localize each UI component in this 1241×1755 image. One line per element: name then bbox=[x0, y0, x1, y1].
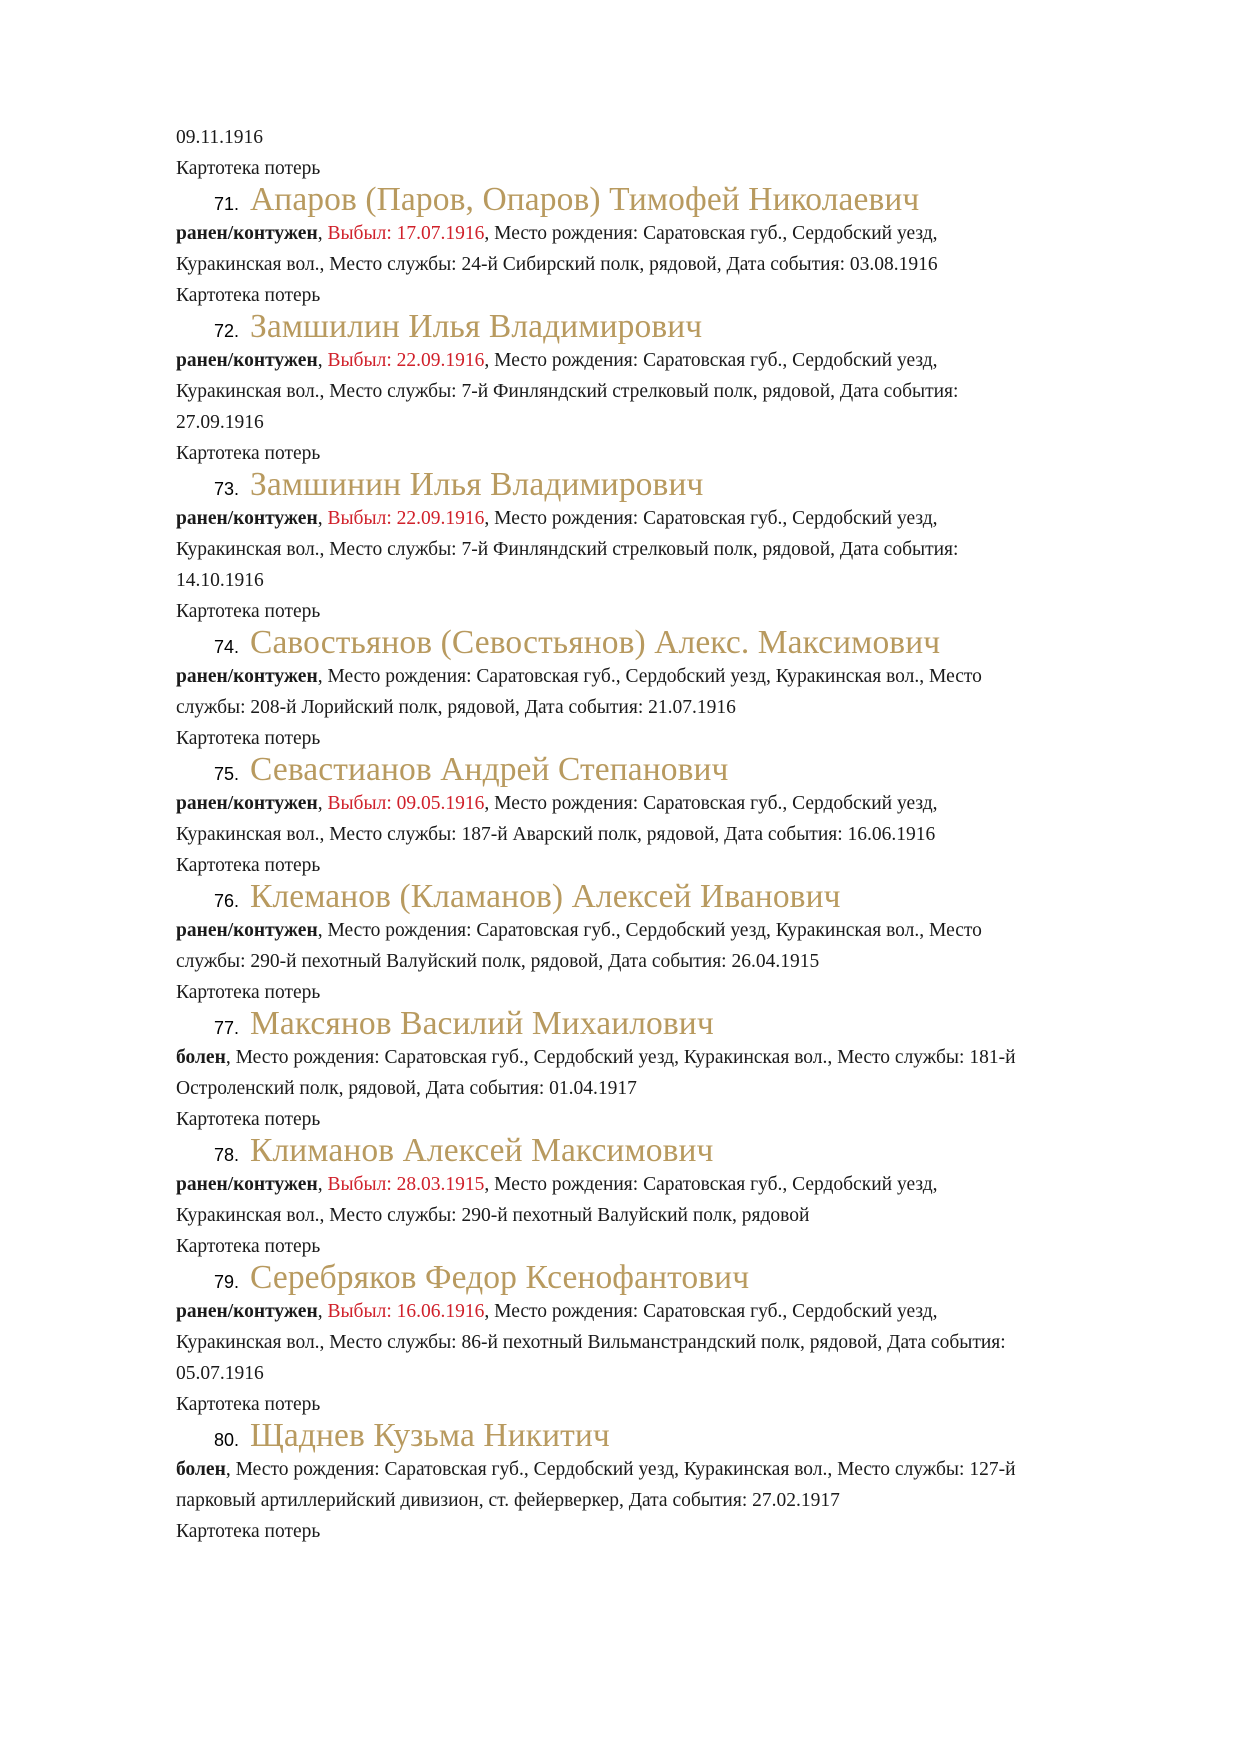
entry-dropout-date: Выбыл: 09.05.1916 bbox=[327, 793, 485, 814]
entry-heading bbox=[176, 751, 1136, 788]
entry-heading bbox=[176, 1005, 1136, 1042]
entry-status: ранен/контужен bbox=[176, 666, 318, 687]
entry-status: ранен/контужен bbox=[176, 508, 318, 529]
entry-name: Замшинин Илья Владимирович bbox=[250, 466, 704, 503]
entry-dropout-date: Выбыл: 16.06.1916 bbox=[327, 1301, 485, 1322]
document-page bbox=[176, 122, 1136, 1547]
entry-source: Картотека потерь bbox=[176, 1109, 321, 1130]
entry-detail-line: Куракинская вол., Место службы: 7-й Финляндский стрелковый полк, рядовой, Дата события: bbox=[176, 381, 959, 402]
entry-heading bbox=[176, 1417, 1136, 1454]
list-item bbox=[176, 308, 1136, 469]
entry-detail-line: Куракинская вол., Место службы: 187-й Аварский полк, рядовой, Дата события: 16.06.1916 bbox=[176, 824, 936, 845]
entry-detail-text: , Место рождения: Саратовская губ., Сердобский уезд, Куракинская вол., Место bbox=[317, 920, 982, 941]
entry-detail-text: , Место рождения: Саратовская губ., Сердобский уезд, Куракинская вол., Место службы: 127-й bbox=[225, 1459, 1016, 1480]
entry-number: 71. bbox=[214, 194, 240, 214]
entry-detail-text: , Место рождения: Саратовская губ., Сердобский уезд, Куракинская вол., Место bbox=[317, 666, 982, 687]
entry-status: ранен/контужен bbox=[176, 1301, 318, 1322]
entry-name: Климанов Алексей Максимович bbox=[250, 1132, 714, 1169]
entry-detail-text: , Место рождения: Саратовская губ., Сердобский уезд, bbox=[484, 1174, 938, 1195]
list-item bbox=[176, 624, 1136, 754]
entry-detail-line: 14.10.1916 bbox=[176, 570, 264, 591]
entry-detail: ранен/контужен, Выбыл: 22.09.1916, Место рождения: Саратовская губ., Сердобский уезд, bbox=[176, 350, 938, 371]
entry-number: 76. bbox=[214, 891, 240, 911]
entry-detail-line: Куракинская вол., Место службы: 7-й Финляндский стрелковый полк, рядовой, Дата события: bbox=[176, 539, 959, 560]
entry-detail bbox=[176, 1454, 1136, 1485]
entry-detail-text: , Место рождения: Саратовская губ., Сердобский уезд, bbox=[484, 1301, 938, 1322]
entry-source: Картотека потерь bbox=[176, 443, 321, 464]
entry-dropout-date: Выбыл: 22.09.1916 bbox=[327, 350, 485, 371]
entry-detail: ранен/контужен, Выбыл: 22.09.1916, Место рождения: Саратовская губ., Сердобский уезд, bbox=[176, 508, 938, 529]
entry-detail-line: парковый артиллерийский дивизион, ст. фейерверкер, Дата события: 27.02.1917 bbox=[176, 1490, 840, 1511]
entry-detail-line: Куракинская вол., Место службы: 86-й пехотный Вильманстрандский полк, рядовой, Дата события: bbox=[176, 1332, 1006, 1353]
entry-dropout-date: Выбыл: 22.09.1916 bbox=[327, 508, 485, 529]
entry-name: Апаров (Паров, Опаров) Тимофей Николаевич bbox=[250, 181, 920, 218]
list-item bbox=[176, 181, 1136, 311]
entry-number: 73. bbox=[214, 479, 240, 499]
entry-source: Картотека потерь bbox=[176, 728, 321, 749]
entry-heading bbox=[176, 466, 1136, 503]
entry-number: 79. bbox=[214, 1272, 240, 1292]
list-item bbox=[176, 1417, 1136, 1547]
entry-source: Картотека потерь bbox=[176, 1394, 321, 1415]
entry-heading bbox=[176, 308, 1136, 345]
entry-detail-text: , Место рождения: Саратовская губ., Сердобский уезд, bbox=[484, 223, 938, 244]
entry-number: 72. bbox=[214, 321, 240, 341]
intro-source: Картотека потерь bbox=[176, 158, 321, 179]
list-item bbox=[176, 1259, 1136, 1420]
entry-detail-line: службы: 290-й пехотный Валуйский полк, рядовой, Дата события: 26.04.1915 bbox=[176, 951, 820, 972]
entry-detail-text: , Место рождения: Саратовская губ., Сердобский уезд, Куракинская вол., Место службы: 181-й bbox=[225, 1047, 1016, 1068]
entry-dropout-date: Выбыл: 28.03.1915 bbox=[327, 1174, 485, 1195]
entry-number: 77. bbox=[214, 1018, 240, 1038]
entry-source: Картотека потерь bbox=[176, 855, 321, 876]
entry-detail bbox=[176, 661, 1136, 692]
entry-detail-text: , Место рождения: Саратовская губ., Сердобский уезд, bbox=[484, 508, 938, 529]
list-item bbox=[176, 751, 1136, 881]
entry-detail-line: Куракинская вол., Место службы: 24-й Сибирский полк, рядовой, Дата события: 03.08.1916 bbox=[176, 254, 938, 275]
entry-source: Картотека потерь bbox=[176, 601, 321, 622]
entry-name: Севастианов Андрей Степанович bbox=[250, 751, 729, 788]
entry-detail: ранен/контужен, Выбыл: 16.06.1916, Место рождения: Саратовская губ., Сердобский уезд, bbox=[176, 1301, 938, 1322]
entry-status: ранен/контужен bbox=[176, 793, 318, 814]
entry-heading bbox=[176, 624, 1136, 661]
entry-status: ранен/контужен bbox=[176, 350, 318, 371]
entry-name: Серебряков Федор Ксенофантович bbox=[250, 1259, 750, 1296]
entry-detail bbox=[176, 915, 1136, 946]
entry-detail bbox=[176, 1042, 1136, 1073]
entry-status: ранен/контужен bbox=[176, 920, 318, 941]
intro-date: 09.11.1916 bbox=[176, 127, 264, 148]
entry-dropout-date: Выбыл: 17.07.1916 bbox=[327, 223, 485, 244]
entry-detail-text: , Место рождения: Саратовская губ., Сердобский уезд, bbox=[484, 350, 938, 371]
entry-source: Картотека потерь bbox=[176, 982, 321, 1003]
entry-source: Картотека потерь bbox=[176, 1521, 321, 1542]
entry-heading bbox=[176, 1132, 1136, 1169]
list-item bbox=[176, 1005, 1136, 1135]
entry-heading bbox=[176, 878, 1136, 915]
entry-detail: ранен/контужен, Выбыл: 28.03.1915, Место рождения: Саратовская губ., Сердобский уезд, bbox=[176, 1174, 938, 1195]
entry-detail-line: Остроленский полк, рядовой, Дата события: 01.04.1917 bbox=[176, 1078, 637, 1099]
entry-name: Клеманов (Кламанов) Алексей Иванович bbox=[250, 878, 841, 915]
entry-detail-line: 05.07.1916 bbox=[176, 1363, 264, 1384]
entry-detail: ранен/контужен, Выбыл: 17.07.1916, Место рождения: Саратовская губ., Сердобский уезд, bbox=[176, 223, 938, 244]
list-item bbox=[176, 466, 1136, 627]
entry-name: Савостьянов (Севостьянов) Алекс. Максимович bbox=[250, 624, 941, 661]
list-item bbox=[176, 878, 1136, 1008]
entry-name: Замшилин Илья Владимирович bbox=[250, 308, 703, 345]
entry-detail: ранен/контужен, Выбыл: 09.05.1916, Место рождения: Саратовская губ., Сердобский уезд, bbox=[176, 793, 938, 814]
entry-number: 75. bbox=[214, 764, 240, 784]
entry-detail-line: Куракинская вол., Место службы: 290-й пехотный Валуйский полк, рядовой bbox=[176, 1205, 810, 1226]
entry-detail-text: , Место рождения: Саратовская губ., Сердобский уезд, bbox=[484, 793, 938, 814]
entry-detail-line: 27.09.1916 bbox=[176, 412, 264, 433]
entry-heading bbox=[176, 1259, 1136, 1296]
entry-status: ранен/контужен bbox=[176, 1174, 318, 1195]
entries-list bbox=[176, 181, 1136, 1547]
entry-status: болен bbox=[176, 1459, 226, 1480]
entry-name: Максянов Василий Михаилович bbox=[250, 1005, 714, 1042]
entry-detail-line: службы: 208-й Лорийский полк, рядовой, Дата события: 21.07.1916 bbox=[176, 697, 736, 718]
entry-heading bbox=[176, 181, 1136, 218]
list-item bbox=[176, 1132, 1136, 1262]
entry-status: болен bbox=[176, 1047, 226, 1068]
entry-status: ранен/контужен bbox=[176, 223, 318, 244]
entry-source: Картотека потерь bbox=[176, 1236, 321, 1257]
entry-number: 78. bbox=[214, 1145, 240, 1165]
entry-number: 74. bbox=[214, 637, 240, 657]
entry-number: 80. bbox=[214, 1430, 240, 1450]
entry-name: Щаднев Кузьма Никитич bbox=[250, 1417, 610, 1454]
entry-source: Картотека потерь bbox=[176, 285, 321, 306]
